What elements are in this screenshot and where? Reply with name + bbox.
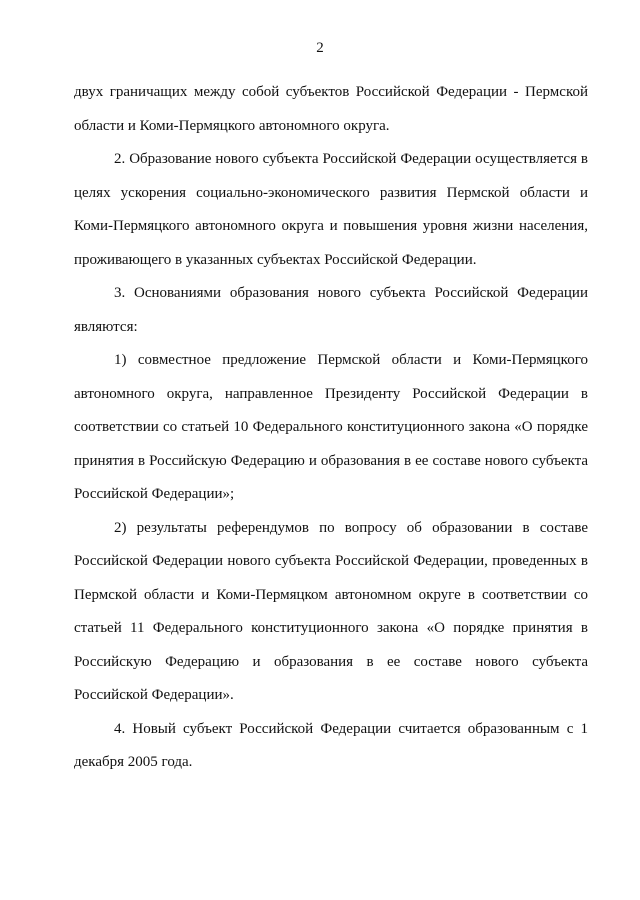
document-body xyxy=(74,76,588,780)
paragraph-item-4: 4. Новый субъект Российской Федерации считается образованным с 1 декабря 2005 года. xyxy=(74,720,588,770)
subparagraph-1: 1) совместное предложение Пермской области и Коми-Пермяцкого автономного округа, направленное Президенту Российской Федерации в соответствии со статьей 10 Федерального конституционного закона «О порядке принятия в Российскую Федерацию и образования в ее составе нового субъекта Российской Федерации»; xyxy=(74,352,588,502)
paragraph-item-2: 2. Образование нового субъекта Российской Федерации осуществляется в целях ускорения социально-экономического развития Пермской области и Коми-Пермяцкого автономного округа и повышения уровня жизни населения, проживающего в указанных субъектах Российской Федерации. xyxy=(74,151,588,268)
paragraph-continuation: двух граничащих между собой субъектов Российской Федерации - Пермской области и Коми-Пермяцкого автономного округа. xyxy=(74,84,588,134)
subparagraph-2: 2) результаты референдумов по вопросу об образовании в составе Российской Федерации нового субъекта Российской Федерации, проведенных в Пермской области и Коми-Пермяцком автономном округе в соответствии со статьей 11 Федерального конституционного закона «О порядке принятия в Российскую Федерацию и образования в ее составе нового субъекта Российской Федерации». xyxy=(74,519,588,703)
page-number: 2 xyxy=(316,40,324,56)
paragraph-item-3: 3. Основаниями образования нового субъекта Российской Федерации являются: xyxy=(74,285,588,335)
